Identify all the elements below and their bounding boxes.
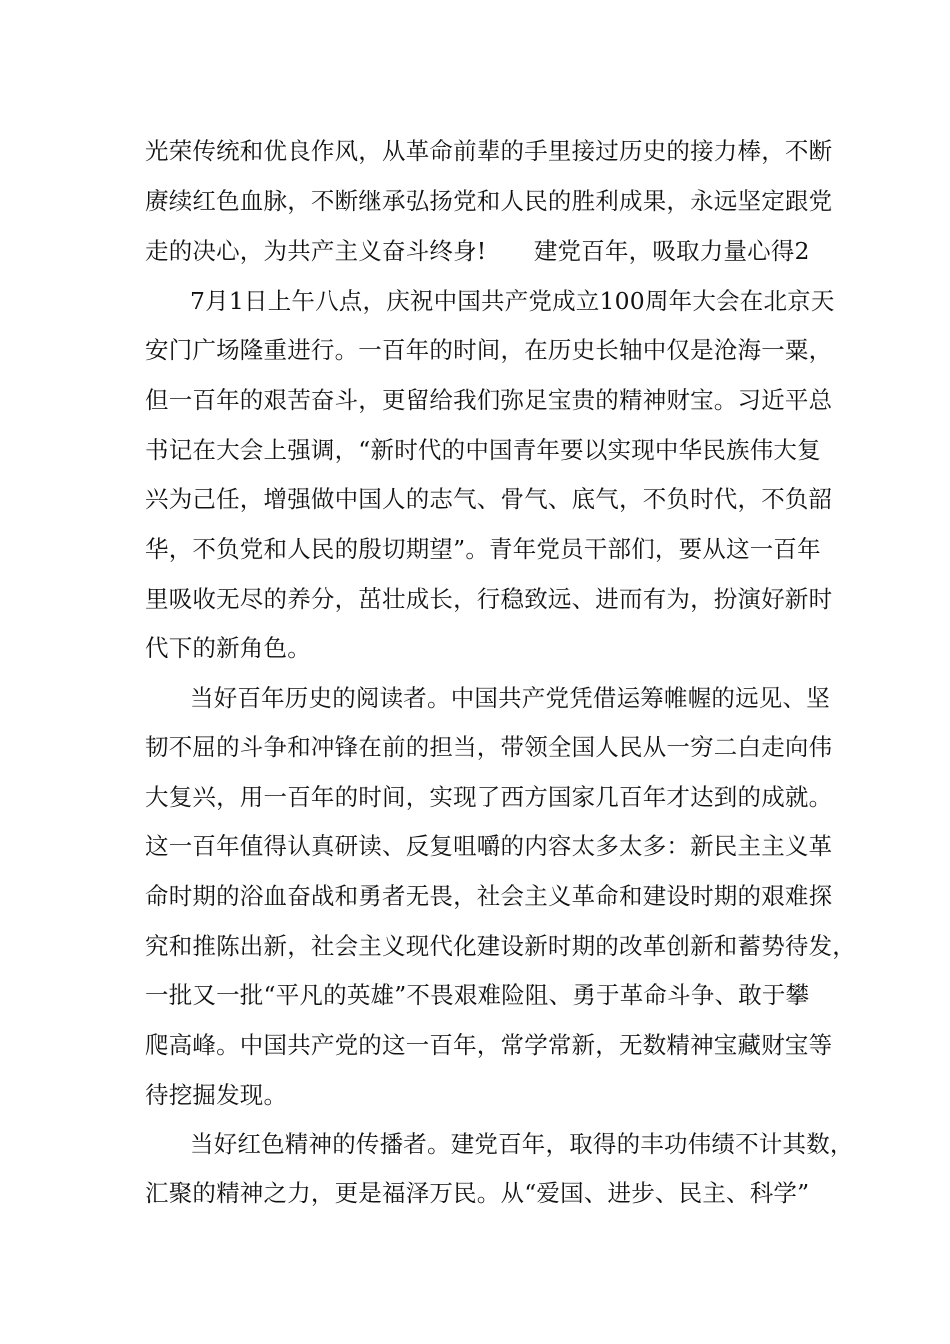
text-line: 但一百年的艰苦奋斗，更留给我们弥足宝贵的精神财宝。习近平总 (145, 386, 833, 414)
text-line: 韧不屈的斗争和冲锋在前的担当，带领全国人民从一穷二白走向伟 (145, 733, 833, 761)
text-line: 究和推陈出新，社会主义现代化建设新时期的改革创新和蓄势待发， (145, 932, 856, 960)
text-line: 爬高峰。中国共产党的这一百年，常学常新，无数精神宝藏财宝等 (145, 1031, 833, 1059)
text-line: 待挖掘发现。 (145, 1081, 288, 1109)
text-line: 兴为己任，增强做中国人的志气、骨气、底气，不负时代，不负韶 (145, 485, 833, 513)
text-line: 赓续红色血脉，不断继承弘扬党和人民的胜利成果，永远坚定跟党 (145, 187, 833, 215)
text-line: 光荣传统和优良作风，从革命前辈的手里接过历史的接力棒，不断 (145, 137, 833, 165)
text-line: 安门广场隆重进行。一百年的时间，在历史长轴中仅是沧海一粟， (145, 336, 833, 364)
text-line: 华，不负党和人民的殷切期望”。青年党员干部们，要从这一百年 (145, 535, 821, 563)
text-line: 这一百年值得认真研读、反复咀嚼的内容太多太多：新民主主义革 (145, 832, 833, 860)
text-line: 命时期的浴血奋战和勇者无畏，社会主义革命和建设时期的艰难探 (145, 882, 833, 910)
text-line: 一批又一批“平凡的英雄”不畏艰难险阻、勇于革命斗争、敢于攀 (145, 981, 810, 1009)
paragraph-start-line: 7月1日上午八点，庆祝中国共产党成立100周年大会在北京天 (190, 287, 835, 315)
text-line: 走的决心，为共产主义奋斗终身! 建党百年，吸取力量心得2 (145, 237, 810, 265)
text-line: 书记在大会上强调，“新时代的中国青年要以实现中华民族伟大复 (145, 436, 821, 464)
text-line: 代下的新角色。 (145, 634, 311, 662)
paragraph-start-line: 当好百年历史的阅读者。中国共产党凭借运筹帷幄的远见、坚 (190, 684, 830, 712)
text-line: 里吸收无尽的养分，茁壮成长，行稳致远、进而有为，扮演好新时 (145, 585, 833, 613)
paragraph-start-line: 当好红色精神的传播者。建党百年，取得的丰功伟绩不计其数， (190, 1130, 854, 1158)
text-line: 大复兴，用一百年的时间，实现了西方国家几百年才达到的成就。 (145, 783, 833, 811)
text-line: 汇聚的精神之力，更是福泽万民。从“爱国、进步、民主、科学” (145, 1179, 810, 1207)
